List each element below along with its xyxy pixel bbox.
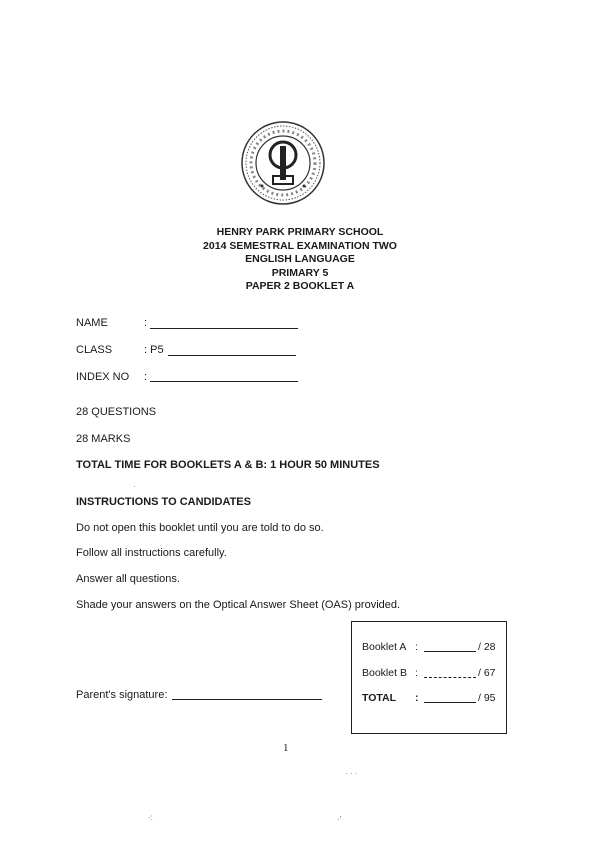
scan-speck: · [133, 482, 136, 491]
instruction-item: Shade your answers on the Optical Answer Sheet (OAS) provided. [76, 599, 401, 611]
marks-count: 28 MARKS [76, 433, 131, 445]
index-field[interactable] [150, 381, 298, 382]
questions-count: 28 QUESTIONS [76, 406, 157, 418]
scan-speck: ·: [148, 813, 153, 822]
class-field[interactable] [168, 355, 296, 356]
subject-title: ENGLISH LANGUAGE [245, 253, 355, 265]
booklet-a-total: / 28 [478, 641, 496, 653]
instruction-item: Answer all questions. [76, 573, 180, 585]
paper-title: PAPER 2 BOOKLET A [245, 280, 355, 292]
exam-title: 2014 SEMESTRAL EXAMINATION TWO [203, 239, 397, 252]
booklet-b-label: Booklet B [362, 667, 407, 679]
instructions-heading: INSTRUCTIONS TO CANDIDATES [76, 496, 251, 508]
page-number: 1 [283, 742, 289, 754]
index-colon: : [144, 371, 148, 383]
total-colon: : [415, 692, 419, 704]
total-label: TOTAL [362, 692, 397, 704]
booklet-b-total: / 67 [478, 667, 496, 679]
instruction-item: Follow all instructions carefully. [76, 547, 227, 559]
total-time: TOTAL TIME FOR BOOKLETS A & B: 1 HOUR 50 MINUTES [76, 459, 380, 471]
booklet-a-colon: : [415, 641, 418, 653]
name-colon: : [144, 317, 148, 329]
class-label: CLASS [76, 344, 113, 356]
parent-signature-line[interactable] [172, 699, 322, 700]
index-label: INDEX NO [76, 371, 130, 383]
parent-signature-label: Parent's signature: [76, 689, 168, 701]
document-header [0, 226, 600, 294]
name-field[interactable] [150, 328, 298, 329]
total-score-line[interactable] [424, 702, 476, 703]
score-box [351, 621, 507, 734]
scan-speck: · · · [345, 769, 358, 778]
class-value: : P5 [144, 344, 164, 356]
booklet-b-score-line[interactable] [424, 677, 476, 678]
booklet-a-label: Booklet A [362, 641, 407, 653]
booklet-b-colon: : [415, 667, 418, 679]
school-name: HENRY PARK PRIMARY SCHOOL [216, 226, 384, 238]
total-total: / 95 [478, 692, 496, 704]
level-title: PRIMARY 5 [271, 266, 329, 279]
instruction-item: Do not open this booklet until you are told to do so. [76, 522, 324, 534]
booklet-a-score-line[interactable] [424, 651, 476, 652]
scan-speck: ·' [337, 815, 342, 824]
school-crest-logo [240, 120, 326, 206]
name-label: NAME [76, 317, 108, 329]
